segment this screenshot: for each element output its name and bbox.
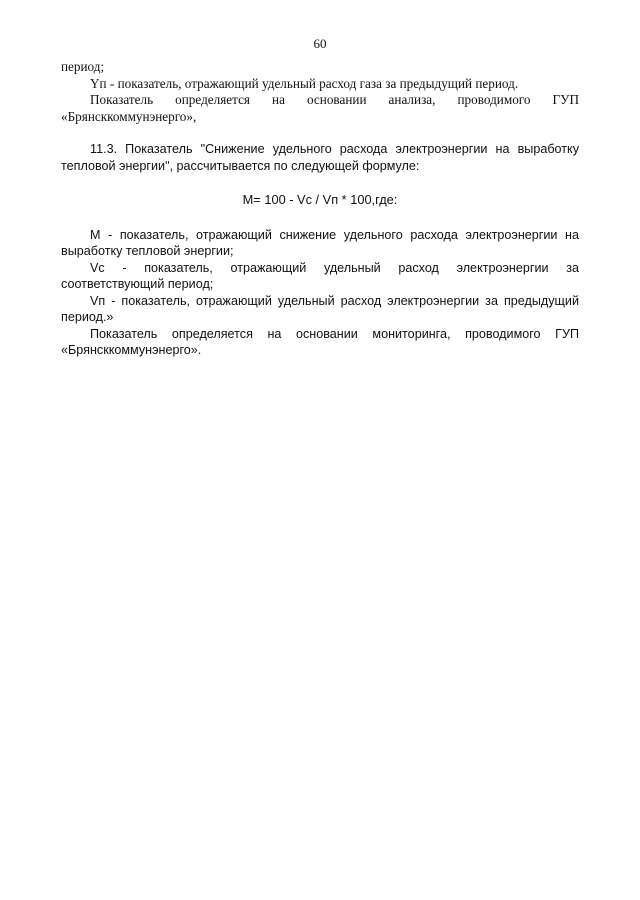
document-body bbox=[61, 59, 579, 359]
paragraph-analysis-source: Показатель определяется на основании анализа, проводимого ГУП «Брянсккоммунэнерго», bbox=[61, 92, 579, 124]
formula: М= 100 - Vс / Vп * 100,где: bbox=[242, 192, 398, 207]
paragraph-monitoring-source: Показатель определяется на основании мониторинга, проводимого ГУП «Брянсккоммунэнерго». bbox=[61, 326, 579, 357]
paragraph-period-continuation: период; bbox=[61, 59, 105, 74]
page-number: 60 bbox=[313, 36, 327, 51]
paragraph-gas-indicator: Yп - показатель, отражающий удельный расход газа за предыдущий период. bbox=[90, 75, 519, 91]
paragraph-section-11-3: 11.3. Показатель "Снижение удельного расхода электроэнергии на выработку тепловой энергии", рассчитывается по следующей формуле: bbox=[61, 142, 579, 173]
paragraph-m-definition: М - показатель, отражающий снижение удельного расхода электроэнергии на выработку тепловой энергии; bbox=[61, 227, 579, 258]
paragraph-vp-definition: Vп - показатель, отражающий удельный расход электроэнергии за предыдущий период.» bbox=[61, 293, 579, 324]
paragraph-vc-definition: Vс - показатель, отражающий удельный расход электроэнергии за соответствующий период; bbox=[61, 260, 579, 291]
